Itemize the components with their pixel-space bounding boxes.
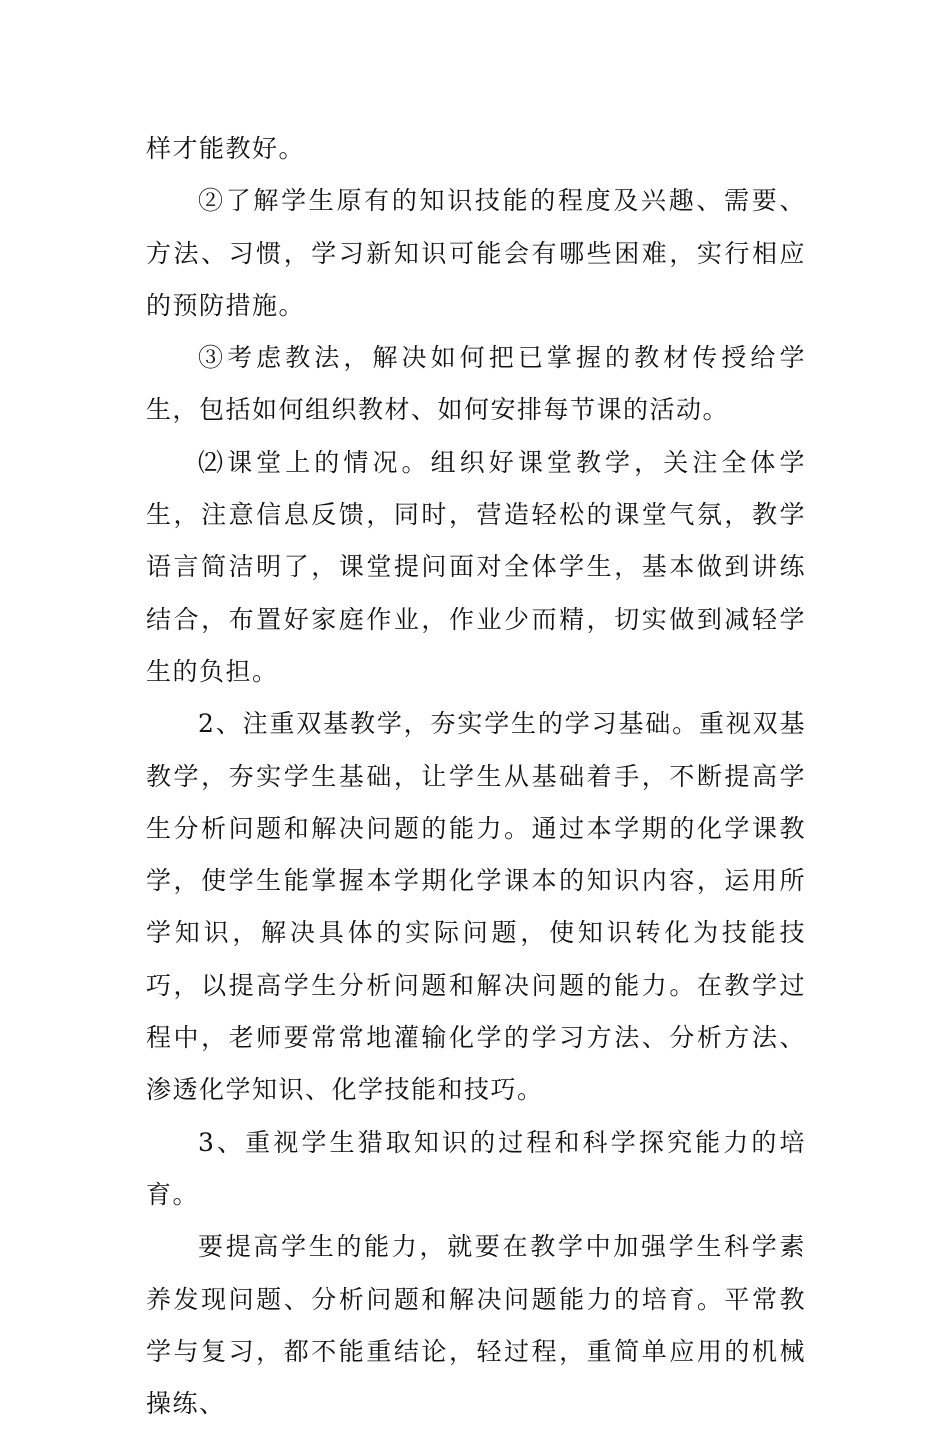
document-body xyxy=(146,123,806,1430)
paragraph-7: 要提高学生的能力，就要在教学中加强学生科学素养发现问题、分析问题和解决问题能力的培育。平常教学与复习，都不能重结论，轻过程，重简单应用的机械操练、 xyxy=(146,1232,806,1419)
paragraph-3: ③考虑教法，解决如何把已掌握的教材传授给学生，包括如何组织教材、如何安排每节课的活动。 xyxy=(146,343,806,425)
paragraph-4: ⑵课堂上的情况。组织好课堂教学，关注全体学生，注意信息反馈，同时，营造轻松的课堂气氛，教学语言简洁明了，课堂提问面对全体学生，基本做到讲练结合，布置好家庭作业，作业少而精，切实做到减轻学生的负担。 xyxy=(146,447,806,686)
paragraph-5: 2、注重双基教学，夯实学生的学习基础。重视双基教学，夯实学生基础，让学生从基础着手，不断提高学生分析问题和解决问题的能力。通过本学期的化学课教学，使学生能掌握本学期化学课本的知识内容，运用所学知识，解决具体的实际问题，使知识转化为技能技巧，以提高学生分析问题和解决问题的能力。在教学过程中，老师要常常地灌输化学的学习方法、分析方法、渗透化学知识、化学技能和技巧。 xyxy=(146,709,806,1105)
paragraph-2: ②了解学生原有的知识技能的程度及兴趣、需要、方法、习惯，学习新知识可能会有哪些困难，实行相应的预防措施。 xyxy=(146,186,806,320)
paragraph-6: 3、重视学生猎取知识的过程和科学探究能力的培育。 xyxy=(146,1127,806,1209)
paragraph-1: 样才能教好。 xyxy=(146,134,306,163)
